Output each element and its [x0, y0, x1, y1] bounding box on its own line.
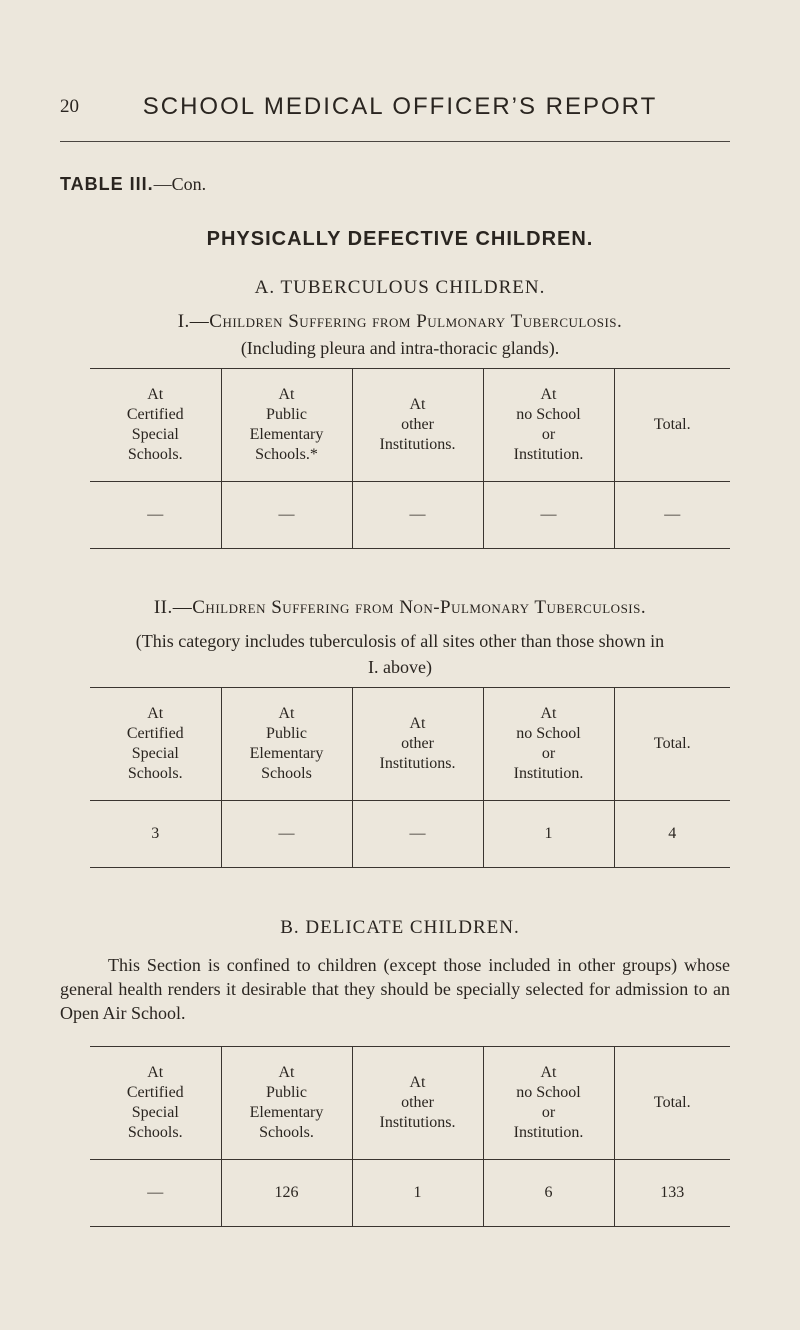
col-no-school: At no School or Institution.: [483, 688, 614, 801]
col-certified-special: At Certified Special Schools.: [126, 386, 184, 463]
cell-value: —: [352, 801, 483, 868]
col-total: Total.: [614, 1047, 730, 1160]
col-no-school: At no School or Institution.: [483, 369, 614, 482]
table-header-row: [90, 688, 730, 801]
sub1-note: (Including pleura and intra-thoracic glands).: [240, 338, 560, 358]
page-number: 20: [60, 96, 79, 117]
cell-value: 3: [151, 825, 160, 842]
col-no-school: At no School or Institution.: [483, 1047, 614, 1160]
cell-value: 1: [352, 1160, 483, 1227]
cell-value: 4: [614, 801, 730, 868]
col-public-elementary: At Public Elementary Schools.*: [221, 369, 352, 482]
header-rule: [60, 141, 730, 142]
section-title: PHYSICALLY DEFECTIVE CHILDREN.: [206, 228, 594, 250]
col-other-institutions: At other Institutions.: [352, 1047, 483, 1160]
table-label-rest: —Con.: [153, 174, 207, 194]
cell-value: —: [147, 506, 164, 523]
cell-value: —: [221, 801, 352, 868]
running-title: SCHOOL MEDICAL OFFICER’S REPORT: [142, 93, 658, 120]
col-other-institutions: At other Institutions.: [352, 369, 483, 482]
table-row: [90, 1160, 730, 1227]
table-row: [90, 801, 730, 868]
table-label-bold: TABLE III.: [60, 174, 154, 194]
col-other-institutions: At other Institutions.: [352, 688, 483, 801]
cell-value: —: [352, 482, 483, 549]
cell-value: —: [614, 482, 730, 549]
sub2-note-line1: (This category includes tuberculosis of all sites other than those shown in: [135, 631, 665, 651]
col-total: Total.: [614, 369, 730, 482]
col-public-elementary: At Public Elementary Schools.: [221, 1047, 352, 1160]
sub2-note-line2: I. above): [368, 657, 432, 677]
sub2-title: II.—Children Suffering from Non-Pulmonary Tuberculosis.: [153, 597, 647, 618]
col-certified-special: At Certified Special Schools.: [126, 705, 184, 782]
cell-value: —: [483, 482, 614, 549]
part-a-title: A. TUBERCULOUS CHILDREN.: [254, 277, 546, 298]
col-certified-special: At Certified Special Schools.: [126, 1064, 184, 1141]
cell-value: 126: [221, 1160, 352, 1227]
col-public-elementary: At Public Elementary Schools: [221, 688, 352, 801]
table-row: [90, 482, 730, 549]
sub1-title: I.—Children Suffering from Pulmonary Tuberculosis.: [177, 311, 623, 332]
cell-value: 6: [483, 1160, 614, 1227]
cell-value: —: [147, 1184, 164, 1201]
cell-value: 1: [483, 801, 614, 868]
part-b-paragraph: This Section is confined to children (except those included in other groups) whose general health renders it desirable that they should be specially selected for admission to an Open Air School.: [60, 955, 730, 1023]
cell-value: —: [221, 482, 352, 549]
table-pulmonary: [90, 368, 730, 549]
table-delicate: [90, 1046, 730, 1227]
part-b-title: B. DELICATE CHILDREN.: [280, 917, 520, 938]
table-non-pulmonary: [90, 687, 730, 868]
table-header-row: [90, 1047, 730, 1160]
cell-value: 133: [614, 1160, 730, 1227]
table-label: [60, 174, 206, 195]
table-header-row: [90, 369, 730, 482]
col-total: Total.: [614, 688, 730, 801]
